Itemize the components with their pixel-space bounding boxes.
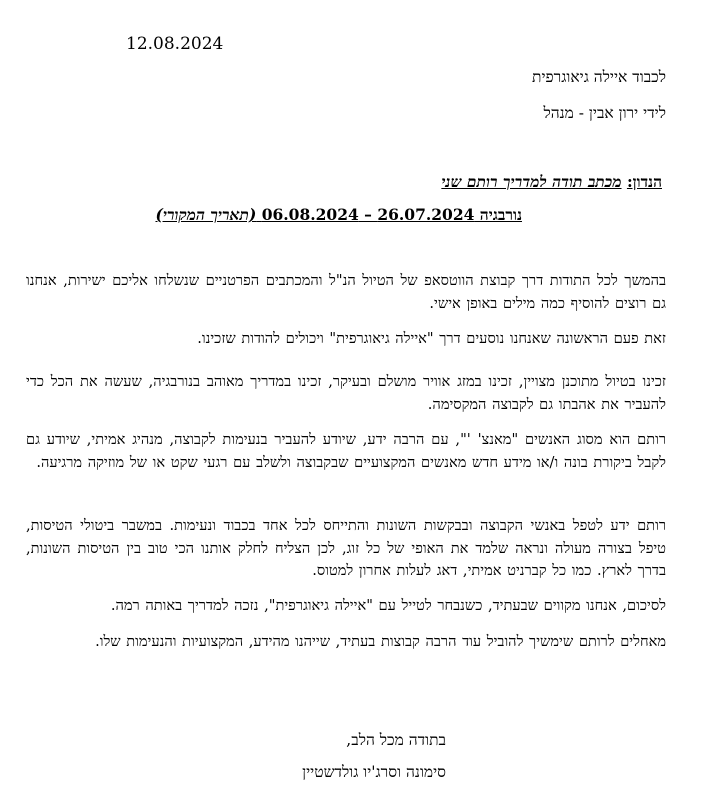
paragraph-4: רותם הוא מסוג האנשים "מאנצ' '", עם הרבה ידע, שיודע להעביר בנעימות לקבוצה, מנהיג אמיתי, שיודע גם לקבל ביקורת בונה ו/או מידע חדש מאנשים המקצועיים שבקבוצה ולשלב עם רגעי שקט או של מוזיקה מרגיעה. bbox=[26, 431, 666, 471]
letter-date: 12.08.2024 bbox=[126, 34, 224, 54]
recipient-line: לכבוד איילה גיאוגרפית bbox=[532, 68, 666, 86]
closing-line: בתודה מכל הלב, bbox=[346, 731, 446, 749]
paragraph-6: לסיכום, אנחנו מקווים שבעתיד, כשנבחר לטייל עם "איילה גיאוגרפית", נזכה למדריך באותה רמה. bbox=[110, 597, 666, 614]
paragraph-2: זאת פעם הראשונה שאנחנו נוסעים דרך "איילה גיאוגרפית" ויכולים להודות שזכינו. bbox=[197, 330, 666, 347]
paragraph-5: רותם ידע לטפל באנשי הקבוצה ובבקשות השונות והתייחס לכל אחד בכבוד ונעימות. במשבר ביטולי הטיסות, טיפל בצורה מעולה ונראה שלמד את האופי של כל זוג, לכן הצליח לחלק אותנו הכי טוב בין הטיסות השונות, בדרך לארץ. כמו כל קברניט אמיתי, דאג לעלות אחרון למטוס. bbox=[26, 517, 666, 579]
trip-original-note: (תאריך המקורי) bbox=[155, 205, 257, 224]
paragraph-3: זכינו בטיול מתוכנן מצויין, זכינו במזג אוויר מושלם ובעיקר, זכינו במדריך מאוהב בנורבגיה, שעשה את הכל כדי להעביר את אהבתו גם לקבוצה המקסימה. bbox=[26, 373, 666, 413]
attention-line: לידי ירון אבין - מנהל bbox=[543, 104, 666, 122]
trip-dates: נורבגיה 26.07.2024 – 06.08.2024 bbox=[261, 205, 522, 224]
signature-line: סימונה וסרג'יו גולדשטיין bbox=[302, 763, 446, 781]
paragraph-1: בהמשך לכל התודות דרך קבוצת הווטסאפ של הטיול הנ"ל והמכתבים הפרטניים שנשלחו אליכם ישירות, אנחנו גם רוצים להוסיף כמה מילים באופן אישי. bbox=[26, 272, 666, 312]
paragraph-7: מאחלים לרותם שימשיך להוביל עוד הרבה קבוצות בעתיד, שייהנו מהידע, המקצועיות והנעימות שלו. bbox=[95, 633, 666, 650]
subject-line bbox=[441, 172, 662, 192]
trip-line bbox=[155, 205, 522, 225]
subject-label: הנדון: bbox=[626, 172, 662, 191]
subject-text: מכתב תודה למדריך רותם שני bbox=[441, 172, 622, 191]
